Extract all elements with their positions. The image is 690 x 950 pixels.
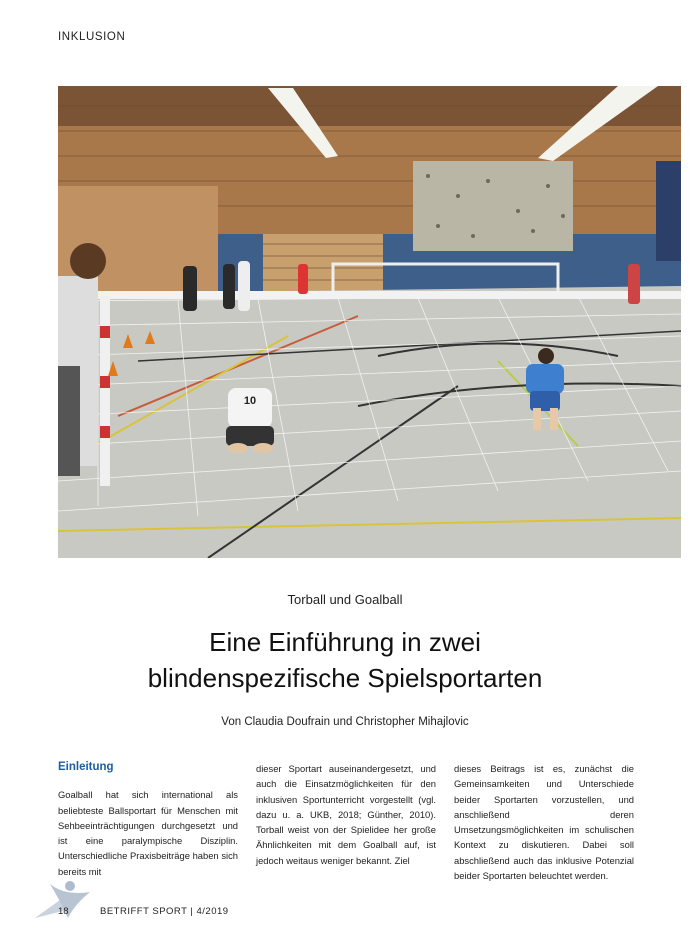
article-photo	[58, 86, 681, 558]
title-line-1: Eine Einführung in zwei	[209, 627, 481, 657]
text-column-2	[256, 761, 436, 868]
jersey-number: 10	[243, 395, 257, 407]
text-column-3	[454, 761, 634, 883]
paragraph-3: dieses Beitrags ist es, zunächst die Gemeinsamkeiten und Unterschiede beider Sportarten vorzustellen, und anschließend deren Umsetzungsmöglichkeiten im schulischen Kontext zu diskutieren. Dabei soll abschließend auch das inklusive Potenzial beider Sportarten beleuchtet werden.	[454, 763, 634, 882]
section-label: INKLUSION	[58, 31, 126, 43]
title-line-2: blindenspezifische Spielsportarten	[147, 663, 543, 693]
article-byline: Von Claudia Doufrain und Christopher Mihajlovic	[221, 716, 469, 728]
magazine-issue: BETRIFFT SPORT | 4/2019	[100, 906, 229, 917]
page-footer	[0, 878, 690, 938]
article-title	[0, 624, 690, 696]
section-heading: Einleitung	[58, 761, 114, 773]
player-ten	[226, 388, 274, 453]
page-number: 18	[58, 906, 69, 917]
sports-hall-illustration	[58, 86, 681, 558]
text-column-1	[58, 760, 238, 879]
paragraph-1: Goalball hat sich international als beliebteste Ballsportart für Menschen mit Sehbeeinträchtigungen durchgesetzt und ist eine paralympische Disziplin. Unterschiedliche Praxisbeiträge haben sich bereits mit	[58, 789, 238, 877]
paragraph-2: dieser Sportart auseinandergesetzt, und auch die Einsatzmöglichkeiten für den inklusiven Sportunterricht vorgestellt (vgl. dazu u. a. UKB, 2018; Günther, 2010). Torball weist von der Spielidee her große Ähnlichkeiten mit dem Goalball auf, ist jedoch weitaus weniger bekannt. Ziel	[256, 763, 436, 866]
magazine-logo-icon	[30, 878, 100, 924]
article-kicker: Torball und Goalball	[287, 592, 403, 607]
